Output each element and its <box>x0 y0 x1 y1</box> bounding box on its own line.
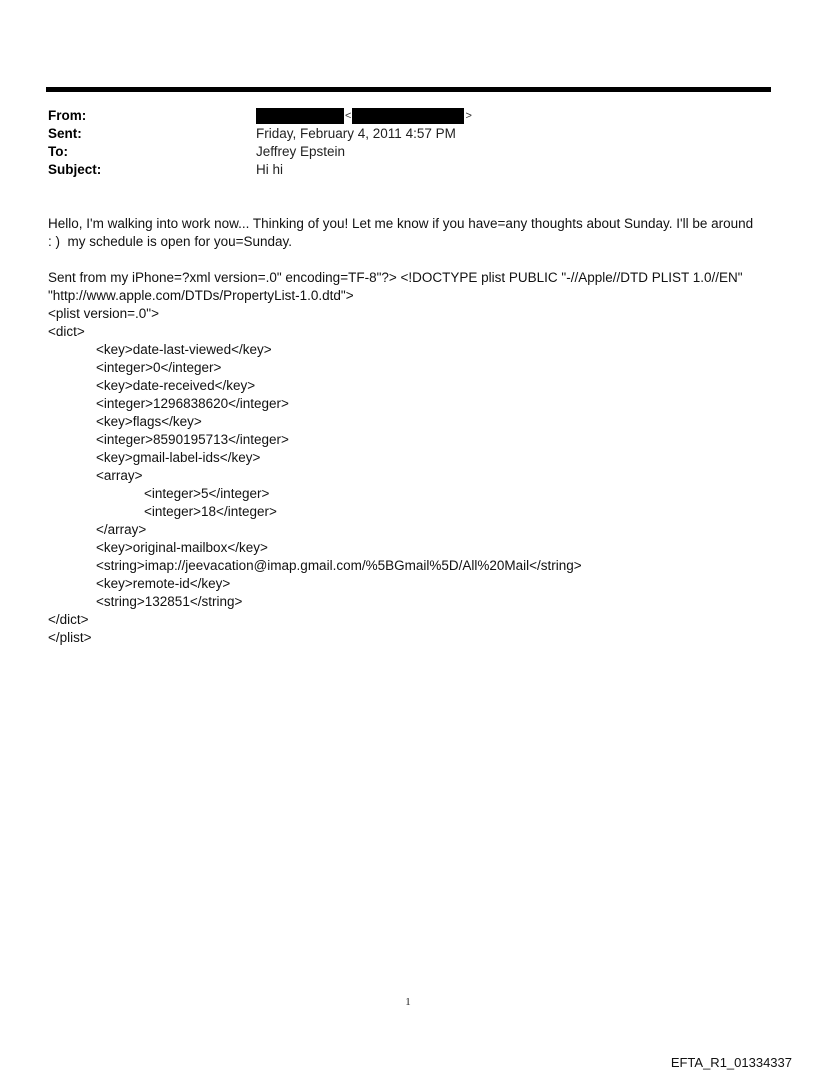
array-open-line: <array> <box>96 468 143 483</box>
from-value <box>256 107 473 125</box>
from-open-bracket: < <box>345 110 352 122</box>
plist-open-line: <plist version=.0"> <box>48 306 159 321</box>
dict-close-line: </dict> <box>48 612 89 627</box>
from-close-bracket: > <box>465 110 472 122</box>
plist-value-line: <integer>1296838620</integer> <box>96 396 289 411</box>
sent-row <box>48 125 768 143</box>
sent-value: Friday, February 4, 2011 4:57 PM <box>256 126 456 141</box>
subject-label: Subject: <box>48 162 102 177</box>
body-line: : ) my schedule is open for you=Sunday. <box>48 234 293 249</box>
body-line: Sent from my iPhone=?xml version=.0" encoding=TF-8"?> <!DOCTYPE plist PUBLIC "-//Apple//DTD PLIST 1.0//EN" <box>48 270 743 285</box>
email-header <box>48 107 768 179</box>
array-item-line: <integer>18</integer> <box>144 504 277 519</box>
redaction-block <box>256 108 344 124</box>
header-divider <box>46 87 771 92</box>
plist-value-line: <integer>8590195713</integer> <box>96 432 289 447</box>
plist-key-line: <key>original-mailbox</key> <box>96 540 268 555</box>
to-value: Jeffrey Epstein <box>256 144 346 159</box>
body-line: Hello, I'm walking into work now... Thinking of you! Let me know if you have=any thoughts about Sunday. I'll be around <box>48 216 754 231</box>
body-line: "http://www.apple.com/DTDs/PropertyList-1.0.dtd"> <box>48 288 354 303</box>
from-row <box>48 107 768 125</box>
plist-value-line: <string>imap://jeevacation@imap.gmail.com/%5BGmail%5D/All%20Mail</string> <box>96 558 582 573</box>
subject-row <box>48 161 768 179</box>
plist-key-line: <key>flags</key> <box>96 414 202 429</box>
subject-value: Hi hi <box>256 162 284 177</box>
paragraph-gap <box>48 251 778 269</box>
plist-key-line: <key>remote-id</key> <box>96 576 231 591</box>
array-close-line: </array> <box>96 522 147 537</box>
sent-label: Sent: <box>48 126 82 141</box>
bates-number: EFTA_R1_01334337 <box>670 1055 792 1070</box>
from-label: From: <box>48 108 87 123</box>
plist-key-line: <key>date-received</key> <box>96 378 256 393</box>
page-number: 1 <box>405 996 411 1008</box>
email-body <box>48 215 778 647</box>
plist-value-line: <integer>0</integer> <box>96 360 222 375</box>
to-row <box>48 143 768 161</box>
dict-open-line: <dict> <box>48 324 85 339</box>
plist-close-line: </plist> <box>48 630 92 645</box>
plist-key-line: <key>date-last-viewed</key> <box>96 342 272 357</box>
redaction-block <box>352 108 464 124</box>
plist-key-line: <key>gmail-label-ids</key> <box>96 450 261 465</box>
to-label: To: <box>48 144 68 159</box>
array-item-line: <integer>5</integer> <box>144 486 270 501</box>
plist-value-line: <string>132851</string> <box>96 594 243 609</box>
